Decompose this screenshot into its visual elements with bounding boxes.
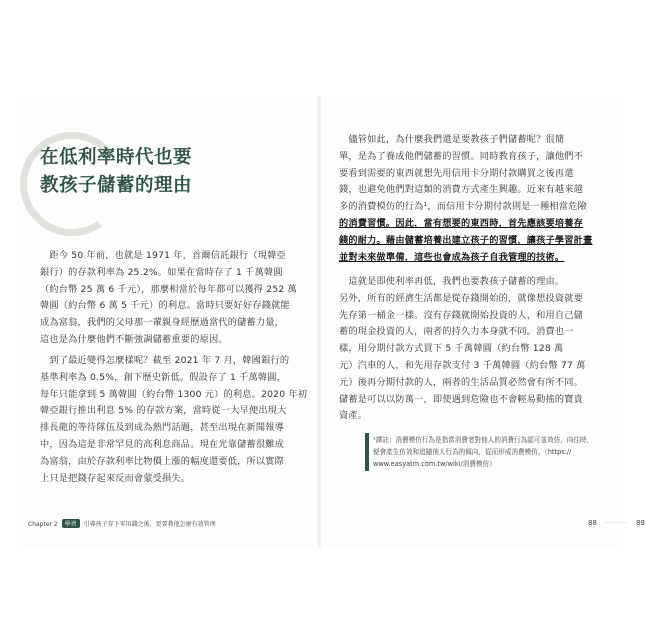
text-line: 中，因為這是非常罕見的高利息商品。現在光靠儲蓄很難成 (40, 438, 285, 450)
text-line: 到了最近變得怎麼樣呢？截至 2021 年 7 月，韓國銀行的 (40, 355, 290, 366)
text-line: 並對未來做準備，這些也會成為孩子自我管理的技術。 (339, 251, 565, 263)
footnote-line: 便會產生仿效和追隨他人行為的傾向，從而形成消費模仿。（https:// (373, 448, 572, 456)
chapter-label: Chapter 2 (28, 521, 58, 528)
text-line: 資產。 (339, 410, 368, 422)
footnote-marker (365, 433, 369, 471)
left-paragraph-1 (40, 248, 297, 349)
footnote-line: ¹譯註：消費模仿行為是指當消費者對他人的消費行為認可並效仿，向往時， (373, 436, 594, 444)
title-line: 在低利率時代也要 (40, 147, 193, 168)
text-line: 蓄的現金投資的人，兩者的持久力本身就不同。消費也一 (339, 326, 574, 338)
text-line: 這就是即使利率再低，我們也要教孩子儲蓄的理由。 (339, 276, 565, 287)
left-footer (28, 519, 216, 528)
text-line: 成為富翁，我們的父母那一輩親身經歷過當代的儲蓄力量， (40, 317, 285, 329)
text-line: 這也是為什麼他們不斷強調儲蓄重要的原因。 (40, 333, 228, 345)
right-page (321, 96, 618, 548)
text-line: 單，是為了養成他們儲蓄的習慣。同時教育孩子，讓他們不 (339, 150, 584, 162)
text-line: 錢的耐力。藉由儲蓄培養出建立孩子的習慣，讓孩子學習計畫 (339, 234, 593, 246)
text-line: 儘管如此，為什麼我們還是要教孩子們儲蓄呢？很簡 (339, 134, 565, 145)
page-number-right: 89 (635, 519, 645, 527)
footnote-line: www.easyatm.com.tw/wiki/消費模仿） (373, 460, 496, 468)
page-number-left: 88 (588, 519, 597, 527)
text-line: 元）汽車的人，和先用存款支付 3 千萬韓圓（約台幣 77 萬 (339, 359, 586, 371)
running-head: 引導孩子存下零用錢之後，更要教他怎麼有效管理 (83, 521, 216, 528)
left-page (22, 96, 319, 548)
text-line: 上只是把錢存起來反而會蒙受損失。 (40, 472, 191, 484)
text-line: 基準利率為 0.5%，創下歷史新低。假設存了 1 千萬韓圓， (40, 371, 287, 383)
chapter-title (40, 144, 192, 200)
text-line: 韓圓（約台幣 6 萬 5 千元）的利息。當時只要好好存錢就能 (40, 300, 290, 312)
text-line: 每年只能拿到 5 萬韓圓（約台幣 1300 元）的利息。2020 年初 (40, 388, 308, 400)
text-line: （約台幣 25 萬 6 千元），那麼相當於每年都可以獲得 252 萬 (40, 283, 297, 295)
footnote (373, 434, 593, 470)
book-spread (22, 96, 645, 548)
left-paragraph-2 (40, 353, 307, 487)
page-number-dots: ······· (605, 519, 628, 527)
text-line: 要看到需要的東西就想先用信用卡分期付款購買之後再還 (339, 167, 574, 179)
text-line: 元）後再分期付款的人，兩者的生活品質必然會有所不同。 (339, 376, 584, 388)
title-line: 教孩子儲蓄的理由 (40, 175, 193, 196)
text-line: 樣，用分期付款方式買下 5 千萬韓圓（約台幣 128 萬 (339, 343, 564, 355)
text-line: 儲蓄是可以以防萬一，即使遇到危險也不會輕易動搖的寶貴 (339, 393, 584, 405)
page-numbers (588, 519, 645, 527)
right-paragraph-1 (339, 132, 592, 266)
text-line: 為富翁，由於存款利率比物價上漲的幅度還要低，所以實際 (40, 455, 285, 467)
text-line: 錢，也避免他們對這類的消費方式產生興趣。近來有越來越 (339, 184, 584, 196)
text-line: 多的消費模仿的行為¹，而信用卡分期付款則是一種相當危險 (339, 201, 587, 213)
text-line: 銀行）的存款利率為 25.2%。如果在當時存了 1 千萬韓圓 (40, 266, 283, 278)
text-line: 另外，所有的經濟生活都是從存錢開始的，就像想投資就要 (339, 292, 584, 304)
text-line: 先存第一桶金一樣。沒有存錢就開始投資的人，和用自己儲 (339, 309, 584, 321)
right-paragraph-2 (339, 274, 586, 425)
text-line: 韓亞銀行推出利息 5% 的存款方案，當時從一大早便出現大 (40, 405, 287, 417)
text-line: 距今 50 年前，也就是 1971 年，首爾信託銀行（現韓亞 (40, 250, 286, 261)
text-line: 排長龍的等待隊伍及到成為熱門話題，甚至出現在新聞報導 (40, 422, 285, 434)
text-line: 的消費習慣。因此，當有想要的東西時，首先應該要培養存 (339, 217, 584, 229)
chapter-badge: 學習 (62, 519, 80, 528)
